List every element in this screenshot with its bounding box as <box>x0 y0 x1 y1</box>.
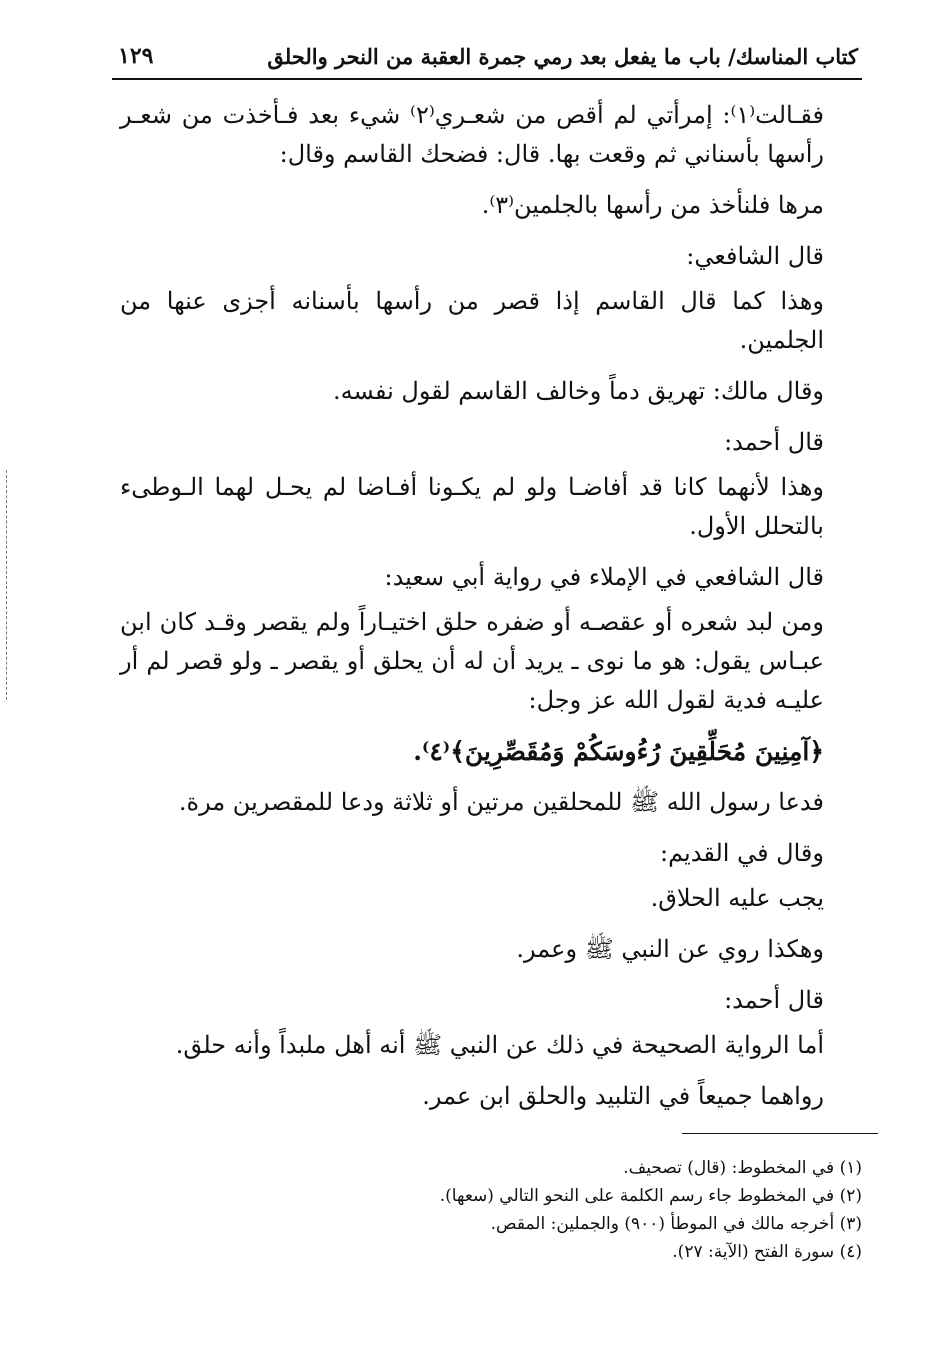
footnote-divider <box>682 1133 878 1134</box>
paragraph-narration: فقـالت⁽١⁾: إمرأتي لم أقص من شعـري⁽٢⁾ شيء بعد فـأخذت من شعـر رأسها بأسناني ثم وقعت بها. قال: فضحك القاسم وقال: <box>120 101 824 168</box>
paragraph-ahmad-heading: قال أحمد: <box>724 428 824 456</box>
paragraph-shafii-comment: وهذا كما قال القاسم إذا قصر من رأسها بأسنانه أجزى عنها من الجلمين. <box>120 287 824 354</box>
footnotes <box>330 1154 862 1266</box>
paragraph-ibn-umar: رواهما جميعاً في التلبيد والحلق ابن عمر. <box>422 1082 824 1110</box>
paragraph-qasim-reply: مرها فلنأخذ من رأسها بالجلمين⁽٣⁾. <box>481 191 824 219</box>
paragraph-sahih: أما الرواية الصحيحة في ذلك عن النبي ﷺ أنه أهل ملبداً وأنه حلق. <box>175 1031 824 1059</box>
page-number: ١٢٩ <box>118 43 154 69</box>
paragraph-ahmad-heading-2: قال أحمد: <box>724 986 824 1014</box>
paragraph-umar: وهكذا روي عن النبي ﷺ وعمر. <box>516 935 824 963</box>
paragraph-imla-heading: قال الشافعي في الإملاء في رواية أبي سعيد: <box>384 563 824 591</box>
footnote-1: (١) في المخطوط: (قال) تصحيف. <box>623 1158 862 1178</box>
main-text <box>120 96 824 1128</box>
paragraph-halaq: يجب عليه الحلاق. <box>650 884 824 912</box>
quran-verse: ﴿آمِنِينَ مُحَلِّقِينَ رُءُوسَكُمْ وَمُقَصِّرِينَ﴾⁽٤⁾. <box>413 737 824 766</box>
header-divider <box>112 78 862 80</box>
footnote-4: (٤) سورة الفتح (الآية: ٢٧). <box>672 1242 862 1262</box>
paragraph-talbid: ومن لبد شعره أو عقصـه أو ضفره حلق اختيـاراً ولم يقصر وقـد كان ابن عبـاس يقول: هو ما نوى ـ يريد أن له أن يحلق أو يقصر ـ ولو قصر لم أر عليـه فدية لقول الله عز وجل: <box>120 608 824 714</box>
scan-edge-mark <box>6 470 7 700</box>
paragraph-prophet-dua: فدعا رسول الله ﷺ للمحلقين مرتين أو ثلاثة ودعا للمقصرين مرة. <box>178 788 824 816</box>
chapter-title: كتاب المناسك/ باب ما يفعل بعد رمي جمرة العقبة من النحر والحلق <box>267 43 858 69</box>
footnote-3: (٣) أخرجه مالك في الموطأ (٩٠٠) والجملين: المقص. <box>490 1214 862 1234</box>
paragraph-malik: وقال مالك: تهريق دماً وخالف القاسم لقول نفسه. <box>333 377 824 405</box>
footnote-2: (٢) في المخطوط جاء رسم الكلمة على النحو التالي (سعها). <box>439 1186 862 1206</box>
paragraph-ahmad-comment: وهذا لأنهما كانا قد أفاضـا ولو لم يكـونا أفـاضا لم يحـل لهما الـوطىء بالتحلل الأول. <box>120 473 824 540</box>
paragraph-shafii-heading: قال الشافعي: <box>686 242 824 270</box>
paragraph-qadim-heading: وقال في القديم: <box>659 839 824 867</box>
running-header <box>118 38 858 74</box>
